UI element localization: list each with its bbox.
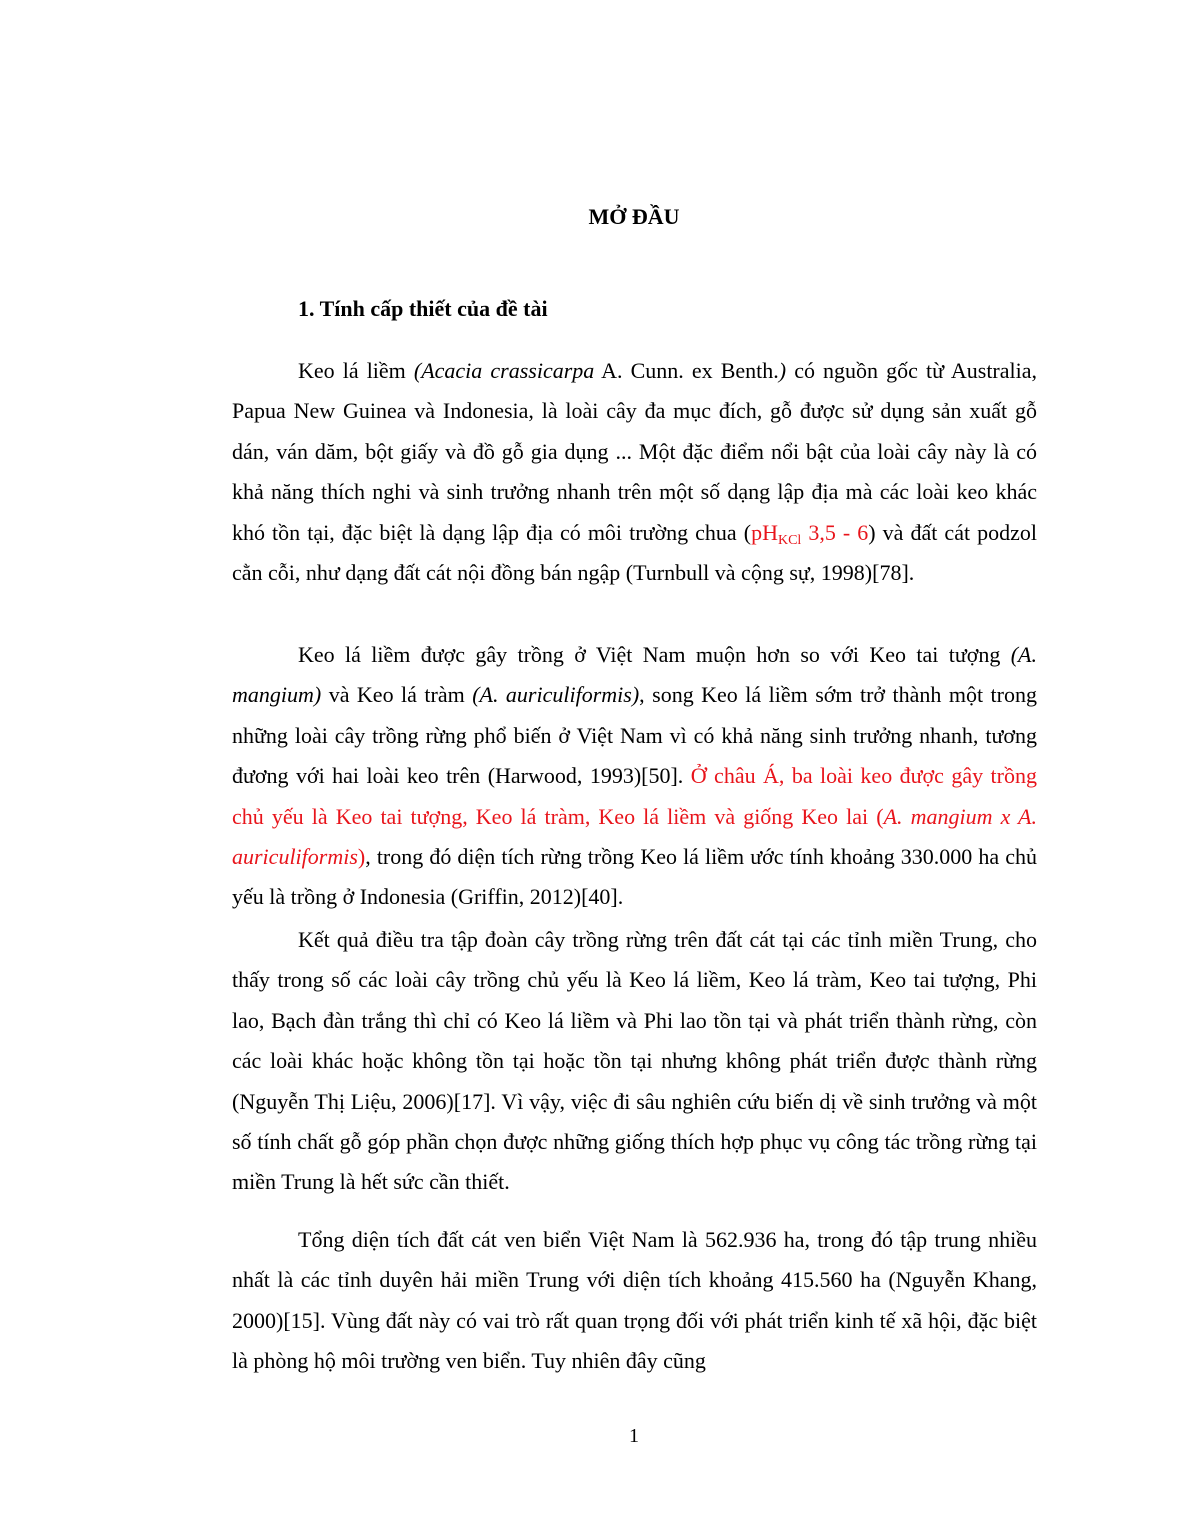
p1-ph-range: 3,5 - 6 xyxy=(801,519,869,545)
p1-text-3: ) và đất cát podzol cằn cỗi, như dạng đất cát nội đồng bán ngập (Turnbull và cộng sự, 1998)[78]. xyxy=(232,519,1037,586)
p2-highlight-text: Ở châu Á, ba loài keo được gây trồng chủ yếu là Keo tai tượng, Keo lá tràm, Keo lá liềm và giống Keo lai ( xyxy=(232,763,1037,829)
page-number: 1 xyxy=(629,1425,639,1447)
p2-text-4: , trong đó diện tích rừng trồng Keo lá liềm ước tính khoảng 330.000 ha chủ yếu là trồng ở Indonesia (Griffin, 2012)[40]. xyxy=(232,844,1037,910)
section-heading: 1. Tính cấp thiết của đề tài xyxy=(298,296,548,321)
p2-highlight-italic: A. mangium x A. auriculiformis xyxy=(232,803,1037,870)
paragraph-4: Tổng diện tích đất cát ven biển Việt Nam là 562.936 ha, trong đó tập trung nhiều nhất là các tỉnh duyên hải miền Trung với diện tích khoảng 415.560 ha (Nguyễn Khang, 2000)[15]. Vùng đất này có vai trò rất quan trọng đối với phát triển kinh tế xã hội, đặc biệt là phòng hộ môi trường ven biển. Tuy nhiên đây cũng xyxy=(232,1227,1037,1374)
paragraph-2 xyxy=(232,635,1037,918)
p1-text: Keo lá liềm xyxy=(298,358,414,383)
p1-author: A. Cunn. ex Benth. xyxy=(594,358,779,383)
p1-ph-label: pH xyxy=(751,519,778,545)
paragraph-1 xyxy=(232,351,1037,593)
p2-highlight-close: ) xyxy=(357,844,366,870)
p1-ph-subscript: KCl xyxy=(777,532,802,548)
page-title: MỞ ĐẦU xyxy=(588,204,680,229)
p2-species-italic-1: (A. mangium) xyxy=(232,642,1037,708)
p1-text-2: có nguồn gốc từ Australia, Papua New Guinea và Indonesia, là loài cây đa mục đích, gỗ được sử dụng sản xuất gỗ dán, ván dăm, bột giấy và đồ gỗ gia dụng ... Một đặc điểm nổi bật của loài cây này là có khả năng thích nghi và sinh trưởng nhanh trên một số dạng lập địa mà các loài keo khác khó tồn tại, đặc biệt là dạng lập địa có môi trường chua ( xyxy=(232,358,1038,545)
p1-species-italic: (Acacia crassicarpa xyxy=(413,358,595,383)
paragraph-3: Kết quả điều tra tập đoàn cây trồng rừng trên đất cát tại các tỉnh miền Trung, cho thấy trong số các loài cây trồng chủ yếu là Keo lá liềm, Keo lá tràm, Keo tai tượng, Phi lao, Bạch đàn trắng thì chỉ có Keo lá liềm và Phi lao tồn tại và phát triển thành rừng, còn các loài khác hoặc không tồn tại hoặc tồn tại nhưng không phát triển được thành rừng (Nguyễn Thị Liệu, 2006)[17]. Vì vậy, việc đi sâu nghiên cứu biến dị về sinh trưởng và một số tính chất gỗ góp phần chọn được những giống thích hợp phục vụ công tác trồng rừng tại miền Trung là hết sức cần thiết. xyxy=(232,927,1037,1195)
p2-text-2: và Keo lá tràm xyxy=(321,682,473,708)
p2-text-3: , song Keo lá liềm sớm trở thành một trong những loài cây trồng rừng phổ biến ở Việt Nam vì có khả năng sinh trưởng nhanh, tương đương với hai loài keo trên (Harwood, 1993)[50]. xyxy=(232,682,1037,789)
p2-text: Keo lá liềm được gây trồng ở Việt Nam muộn hơn so với Keo tai tượng xyxy=(298,642,1011,667)
p2-species-italic-2: (A. auriculiformis) xyxy=(472,682,640,708)
p1-paren-italic: ) xyxy=(778,358,787,383)
